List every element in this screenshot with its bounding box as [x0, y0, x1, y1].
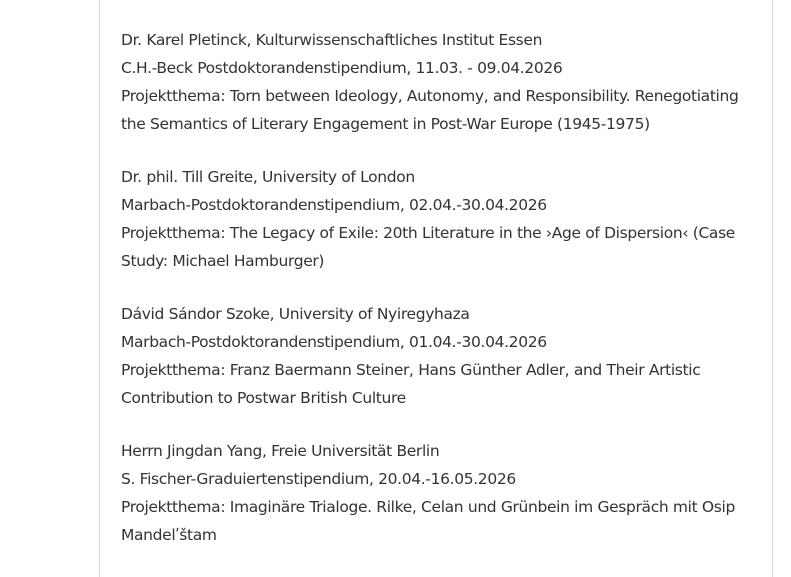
fellow-project: Projektthema: Torn between Ideology, Autonomy, and Responsibility. Renegotiating the Semantics of Literary Engagement in Post-War Europe (1945-1975) — [121, 87, 739, 133]
fellow-project: Projektthema: The Legacy of Exile: 20th Literature in the ›Age of Dispersion‹ (Case Study: Michael Hamburger) — [121, 224, 735, 270]
fellow-entry — [121, 163, 741, 275]
fellow-name: Herrn Jingdan Yang, Freie Universität Berlin — [121, 442, 440, 460]
fellow-name: Dr. Karel Pletinck, Kulturwissenschaftliches Institut Essen — [121, 31, 543, 49]
fellow-name: Dávid Sándor Szoke, University of Nyiregyhaza — [121, 305, 470, 323]
fellow-stipend: Marbach-Postdoktorandenstipendium, 02.04.-30.04.2026 — [121, 196, 547, 214]
fellow-project: Projektthema: Franz Baermann Steiner, Hans Günther Adler, and Their Artistic Contribution to Postwar British Culture — [121, 361, 701, 407]
fellow-stipend: S. Fischer-Graduiertenstipendium, 20.04.-16.05.2026 — [121, 470, 516, 488]
fellow-entry — [121, 26, 741, 138]
fellow-stipend: Marbach-Postdoktorandenstipendium, 01.04.-30.04.2026 — [121, 333, 547, 351]
fellow-project: Projektthema: Imaginäre Trialoge. Rilke, Celan und Grünbein im Gespräch mit Osip Mandelʹštam — [121, 498, 735, 544]
fellow-entry — [121, 437, 741, 549]
fellow-name: Dr. phil. Till Greite, University of London — [121, 168, 415, 186]
content-panel — [99, 0, 773, 577]
fellows-list — [121, 26, 741, 574]
fellow-entry — [121, 300, 741, 412]
fellow-stipend: C.H.-Beck Postdoktorandenstipendium, 11.03. - 09.04.2026 — [121, 59, 563, 77]
